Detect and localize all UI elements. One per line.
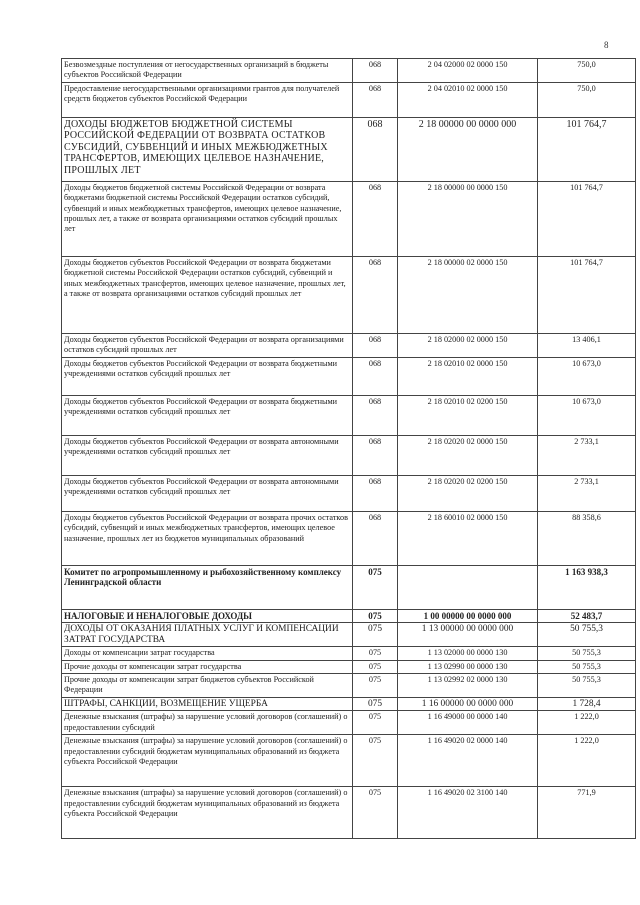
row-admin-code-cell: 075	[353, 711, 398, 735]
row-admin-code-cell: 075	[353, 609, 398, 622]
row-amount-cell: 1 222,0	[538, 711, 636, 735]
table-row	[62, 475, 636, 511]
row-budget-code-cell: 2 18 60010 02 0000 150	[398, 511, 538, 565]
row-description-cell: ШТРАФЫ, САНКЦИИ, ВОЗМЕЩЕНИЕ УЩЕРБА	[62, 698, 353, 711]
row-amount-cell: 2 733,1	[538, 435, 636, 475]
row-budget-code-cell: 1 13 02000 00 0000 130	[398, 647, 538, 660]
row-description-cell: Прочие доходы от компенсации затрат государства	[62, 660, 353, 673]
row-amount-cell: 52 483,7	[538, 609, 636, 622]
row-admin-code-cell: 068	[353, 181, 398, 256]
row-amount-cell: 2 733,1	[538, 475, 636, 511]
row-description-cell: Предоставление негосударственными организациями грантов для получателей средств бюджетов субъектов Российской Федерации	[62, 82, 353, 117]
table-row	[62, 59, 636, 83]
row-budget-code-cell: 2 18 00000 02 0000 150	[398, 256, 538, 333]
row-budget-code-cell: 2 18 00000 00 0000 000	[398, 117, 538, 181]
table-row	[62, 660, 636, 673]
table-row	[62, 698, 636, 711]
row-admin-code-cell: 068	[353, 395, 398, 435]
row-amount-cell: 101 764,7	[538, 117, 636, 181]
row-budget-code-cell: 2 18 02020 02 0200 150	[398, 475, 538, 511]
row-admin-code-cell: 075	[353, 647, 398, 660]
row-amount-cell: 750,0	[538, 82, 636, 117]
row-amount-cell: 1 163 938,3	[538, 565, 636, 609]
row-budget-code-cell: 1 16 49020 02 0000 140	[398, 735, 538, 787]
row-amount-cell: 101 764,7	[538, 181, 636, 256]
row-admin-code-cell: 075	[353, 623, 398, 647]
row-admin-code-cell: 068	[353, 117, 398, 181]
row-budget-code-cell: 1 16 49000 00 0000 140	[398, 711, 538, 735]
page-number: 8	[604, 40, 609, 50]
table-row	[62, 565, 636, 609]
table-row	[62, 181, 636, 256]
row-admin-code-cell: 068	[353, 256, 398, 333]
row-amount-cell: 50 755,3	[538, 674, 636, 698]
row-admin-code-cell: 068	[353, 475, 398, 511]
table-row	[62, 609, 636, 622]
table-row	[62, 395, 636, 435]
row-budget-code-cell: 2 18 02010 02 0000 150	[398, 357, 538, 395]
row-budget-code-cell: 1 13 02990 00 0000 130	[398, 660, 538, 673]
row-description-cell: НАЛОГОВЫЕ И НЕНАЛОГОВЫЕ ДОХОДЫ	[62, 609, 353, 622]
row-admin-code-cell: 075	[353, 698, 398, 711]
row-description-cell: Доходы бюджетов субъектов Российской Федерации от возврата бюджетами бюджетной системы Российской Федерации остатков субсидий, субвенций и иных межбюджетных трансфертов, имеющих целевое назначение, прошлых лет, а также от возврата организациями остатков субсидий прошлых лет	[62, 256, 353, 333]
table-row	[62, 711, 636, 735]
table-row	[62, 256, 636, 333]
row-amount-cell: 50 755,3	[538, 660, 636, 673]
row-amount-cell: 88 358,6	[538, 511, 636, 565]
row-budget-code-cell: 2 04 02000 02 0000 150	[398, 59, 538, 83]
row-description-cell: Доходы от компенсации затрат государства	[62, 647, 353, 660]
table-row	[62, 82, 636, 117]
row-amount-cell: 50 755,3	[538, 647, 636, 660]
table-row	[62, 787, 636, 839]
row-description-cell: Денежные взыскания (штрафы) за нарушение условий договоров (соглашений) о предоставлении субсидий бюджетам муниципальных образований из бюджета субъекта Российской Федерации	[62, 735, 353, 787]
row-budget-code-cell	[398, 565, 538, 609]
table-row	[62, 735, 636, 787]
table-row	[62, 333, 636, 357]
row-admin-code-cell: 075	[353, 735, 398, 787]
row-description-cell: Доходы бюджетов субъектов Российской Федерации от возврата автономными учреждениями остатков субсидий прошлых лет	[62, 435, 353, 475]
row-admin-code-cell: 068	[353, 435, 398, 475]
row-description-cell: Доходы бюджетов субъектов Российской Федерации от возврата бюджетными учреждениями остатков субсидий прошлых лет	[62, 357, 353, 395]
table-row	[62, 117, 636, 181]
row-amount-cell: 771,9	[538, 787, 636, 839]
table-body	[62, 59, 636, 839]
row-budget-code-cell: 2 18 02020 02 0000 150	[398, 435, 538, 475]
row-description-cell: Доходы бюджетов субъектов Российской Федерации от возврата прочих остатков субсидий, субвенций и иных межбюджетных трансфертов, имеющих целевое назначение, прошлых лет из бюджетов муниципальных образований	[62, 511, 353, 565]
row-budget-code-cell: 1 00 00000 00 0000 000	[398, 609, 538, 622]
row-admin-code-cell: 068	[353, 357, 398, 395]
row-amount-cell: 1 728,4	[538, 698, 636, 711]
row-admin-code-cell: 068	[353, 59, 398, 83]
table-row	[62, 357, 636, 395]
row-budget-code-cell: 2 18 02000 02 0000 150	[398, 333, 538, 357]
row-budget-code-cell: 1 16 49020 02 3100 140	[398, 787, 538, 839]
row-admin-code-cell: 068	[353, 511, 398, 565]
row-budget-code-cell: 1 16 00000 00 0000 000	[398, 698, 538, 711]
row-admin-code-cell: 075	[353, 674, 398, 698]
table-row	[62, 623, 636, 647]
row-admin-code-cell: 075	[353, 565, 398, 609]
row-amount-cell: 750,0	[538, 59, 636, 83]
row-description-cell: Доходы бюджетов субъектов Российской Федерации от возврата бюджетными учреждениями остатков субсидий прошлых лет	[62, 395, 353, 435]
row-description-cell: Доходы бюджетов субъектов Российской Федерации от возврата автономными учреждениями остатков субсидий прошлых лет	[62, 475, 353, 511]
row-amount-cell: 1 222,0	[538, 735, 636, 787]
row-admin-code-cell: 068	[353, 333, 398, 357]
row-description-cell: ДОХОДЫ БЮДЖЕТОВ БЮДЖЕТНОЙ СИСТЕМЫ РОССИЙСКОЙ ФЕДЕРАЦИИ ОТ ВОЗВРАТА ОСТАТКОВ СУБСИДИЙ, СУБВЕНЦИЙ И ИНЫХ МЕЖБЮДЖЕТНЫХ ТРАНСФЕРТОВ, ИМЕЮЩИХ ЦЕЛЕВОЕ НАЗНАЧЕНИЕ, ПРОШЛЫХ ЛЕТ	[62, 117, 353, 181]
table-row	[62, 674, 636, 698]
row-amount-cell: 13 406,1	[538, 333, 636, 357]
budget-revenue-table	[61, 58, 636, 839]
row-budget-code-cell: 1 13 02992 02 0000 130	[398, 674, 538, 698]
row-description-cell: Комитет по агропромышленному и рыбохозяйственному комплексу Ленинградской области	[62, 565, 353, 609]
row-description-cell: ДОХОДЫ ОТ ОКАЗАНИЯ ПЛАТНЫХ УСЛУГ И КОМПЕНСАЦИИ ЗАТРАТ ГОСУДАРСТВА	[62, 623, 353, 647]
row-description-cell: Доходы бюджетов субъектов Российской Федерации от возврата организациями остатков субсидий прошлых лет	[62, 333, 353, 357]
row-amount-cell: 10 673,0	[538, 357, 636, 395]
row-description-cell: Денежные взыскания (штрафы) за нарушение условий договоров (соглашений) о предоставлении субсидий	[62, 711, 353, 735]
row-admin-code-cell: 068	[353, 82, 398, 117]
row-admin-code-cell: 075	[353, 660, 398, 673]
row-description-cell: Денежные взыскания (штрафы) за нарушение условий договоров (соглашений) о предоставлении субсидий бюджетам муниципальных образований из бюджета субъекта Российской Федерации	[62, 787, 353, 839]
row-description-cell: Доходы бюджетов бюджетной системы Российской Федерации от возврата бюджетами бюджетной системы Российской Федерации остатков субсидий, субвенций и иных межбюджетных трансфертов, имеющих целевое назначение, прошлых лет, а также от возврата организациями остатков субсидий прошлых лет	[62, 181, 353, 256]
row-admin-code-cell: 075	[353, 787, 398, 839]
row-amount-cell: 10 673,0	[538, 395, 636, 435]
row-budget-code-cell: 2 18 02010 02 0200 150	[398, 395, 538, 435]
row-budget-code-cell: 2 18 00000 00 0000 150	[398, 181, 538, 256]
row-description-cell: Прочие доходы от компенсации затрат бюджетов субъектов Российской Федерации	[62, 674, 353, 698]
row-budget-code-cell: 2 04 02010 02 0000 150	[398, 82, 538, 117]
table-row	[62, 647, 636, 660]
row-amount-cell: 50 755,3	[538, 623, 636, 647]
row-description-cell: Безвозмездные поступления от негосударственных организаций в бюджеты субъектов Российской Федерации	[62, 59, 353, 83]
table-row	[62, 435, 636, 475]
row-amount-cell: 101 764,7	[538, 256, 636, 333]
table-row	[62, 511, 636, 565]
row-budget-code-cell: 1 13 00000 00 0000 000	[398, 623, 538, 647]
